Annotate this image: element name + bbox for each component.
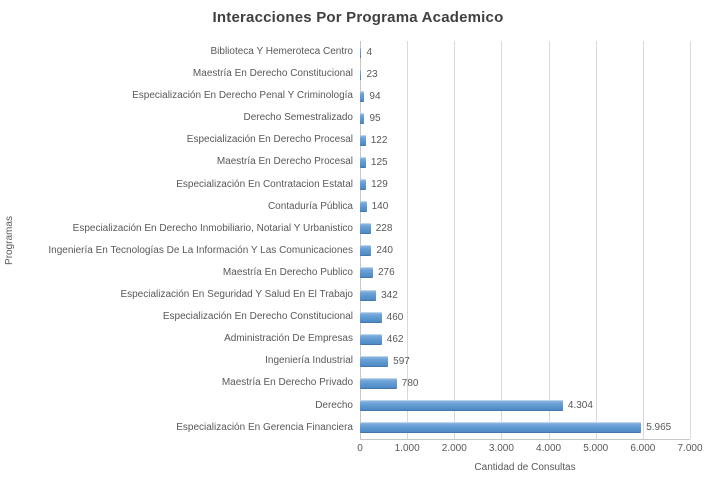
- category-label: Derecho: [315, 399, 353, 411]
- bar-row: [360, 63, 690, 85]
- x-tick-label: 7.000: [677, 442, 703, 454]
- value-label: 597: [393, 355, 410, 367]
- bar: [360, 422, 641, 433]
- bar-row: [360, 328, 690, 350]
- chart-body: [0, 41, 716, 440]
- value-label: 23: [366, 68, 378, 80]
- category-label: Biblioteca Y Hemeroteca Centro: [210, 46, 353, 57]
- x-axis-title: Cantidad de Consultas: [474, 461, 576, 473]
- category-label: Ingeniería Industrial: [265, 355, 353, 367]
- bar-row: [360, 107, 690, 129]
- bar: [360, 47, 361, 58]
- value-label: 95: [369, 112, 381, 124]
- bar-row: [360, 85, 690, 107]
- bar-row: [360, 372, 690, 394]
- category-label: Maestría En Derecho Procesal: [216, 156, 353, 168]
- x-tick-label: 1.000: [394, 442, 420, 454]
- category-label: Derecho Semestralizado: [243, 112, 353, 124]
- bar-row: [360, 218, 690, 240]
- bar-row: [360, 395, 690, 417]
- y-axis-title: Programas: [3, 215, 15, 265]
- x-tick-label: 2.000: [441, 442, 467, 454]
- category-label: Especialización En Derecho Inmobiliario, Notarial Y Urbanistico: [72, 222, 353, 234]
- chart-title: Interacciones Por Programa Academico: [212, 9, 504, 26]
- bar: [360, 334, 382, 345]
- x-tick-label: 0: [357, 442, 363, 454]
- value-label: 129: [371, 179, 388, 191]
- bar: [360, 113, 364, 124]
- bar: [360, 157, 366, 168]
- category-label: Especialización En Derecho Penal Y Criminología: [132, 90, 353, 102]
- value-label: 94: [369, 90, 381, 102]
- x-axis-spacer: [0, 440, 360, 457]
- bar-row: [360, 284, 690, 306]
- y-axis-title-column: [0, 41, 18, 440]
- bar-row: [360, 151, 690, 173]
- category-label: Administración De Empresas: [224, 333, 353, 345]
- bar-row: [360, 174, 690, 196]
- value-label: 228: [375, 223, 393, 235]
- category-label: Maestría En Derecho Constitucional: [192, 68, 353, 80]
- value-label: 342: [381, 289, 398, 301]
- bar-row: [360, 41, 690, 63]
- bar: [360, 356, 388, 367]
- category-label: Maestría En Derecho Publico: [222, 266, 353, 278]
- value-label: 122: [370, 134, 388, 146]
- value-label: 780: [401, 377, 419, 389]
- category-label: Contaduría Pública: [267, 200, 353, 212]
- bar: [360, 69, 361, 80]
- x-axis-title-spacer: [0, 457, 360, 473]
- value-label: 4: [366, 46, 373, 58]
- bar: [360, 179, 366, 190]
- category-labels: [18, 41, 360, 440]
- bar: [360, 290, 376, 301]
- x-tick-label: 4.000: [536, 442, 562, 454]
- x-axis-ticks: [357, 442, 703, 457]
- x-axis: [0, 440, 716, 457]
- value-label: 462: [386, 333, 404, 345]
- bar: [360, 312, 382, 323]
- gridline: [690, 41, 691, 439]
- x-axis-title-line: [0, 457, 716, 473]
- plot-rows: [18, 41, 716, 440]
- category-label: Especialización En Derecho Procesal: [186, 134, 353, 146]
- value-label: 125: [370, 157, 388, 169]
- category-label: Especialización En Gerencia Financiera: [176, 421, 353, 433]
- bar-row: [360, 417, 690, 439]
- value-label: 5.965: [646, 422, 672, 434]
- value-label: 460: [386, 311, 404, 323]
- bar-row: [360, 196, 690, 218]
- category-label: Ingeniería En Tecnologías De La Información Y Las Comunicaciones: [48, 244, 353, 256]
- value-label: 276: [378, 267, 395, 279]
- bar-row: [360, 262, 690, 284]
- bars: [360, 41, 690, 439]
- bar-row: [360, 240, 690, 262]
- bar: [360, 135, 366, 146]
- bar: [360, 91, 364, 102]
- bar: [360, 378, 397, 389]
- bar: [360, 245, 371, 256]
- value-label: 4.304: [567, 400, 593, 412]
- bar-row: [360, 350, 690, 372]
- bar-row: [360, 129, 690, 151]
- x-tick-label: 5.000: [583, 442, 609, 454]
- category-label: Especialización En Seguridad Y Salud En El Trabajo: [120, 289, 353, 301]
- bar: [360, 400, 563, 411]
- x-tick-label: 6.000: [630, 442, 656, 454]
- value-label: 240: [376, 245, 393, 257]
- bar: [360, 267, 373, 278]
- category-label: Especialización En Contratacion Estatal: [176, 178, 353, 190]
- bar: [360, 223, 371, 234]
- x-tick-label: 3.000: [488, 442, 514, 454]
- bar: [360, 201, 367, 212]
- bar-row: [360, 306, 690, 328]
- value-label: 140: [371, 201, 389, 213]
- category-label: Maestría En Derecho Privado: [221, 377, 353, 389]
- plot-area: [360, 41, 690, 440]
- category-label: Especialización En Derecho Constitucional: [162, 311, 353, 323]
